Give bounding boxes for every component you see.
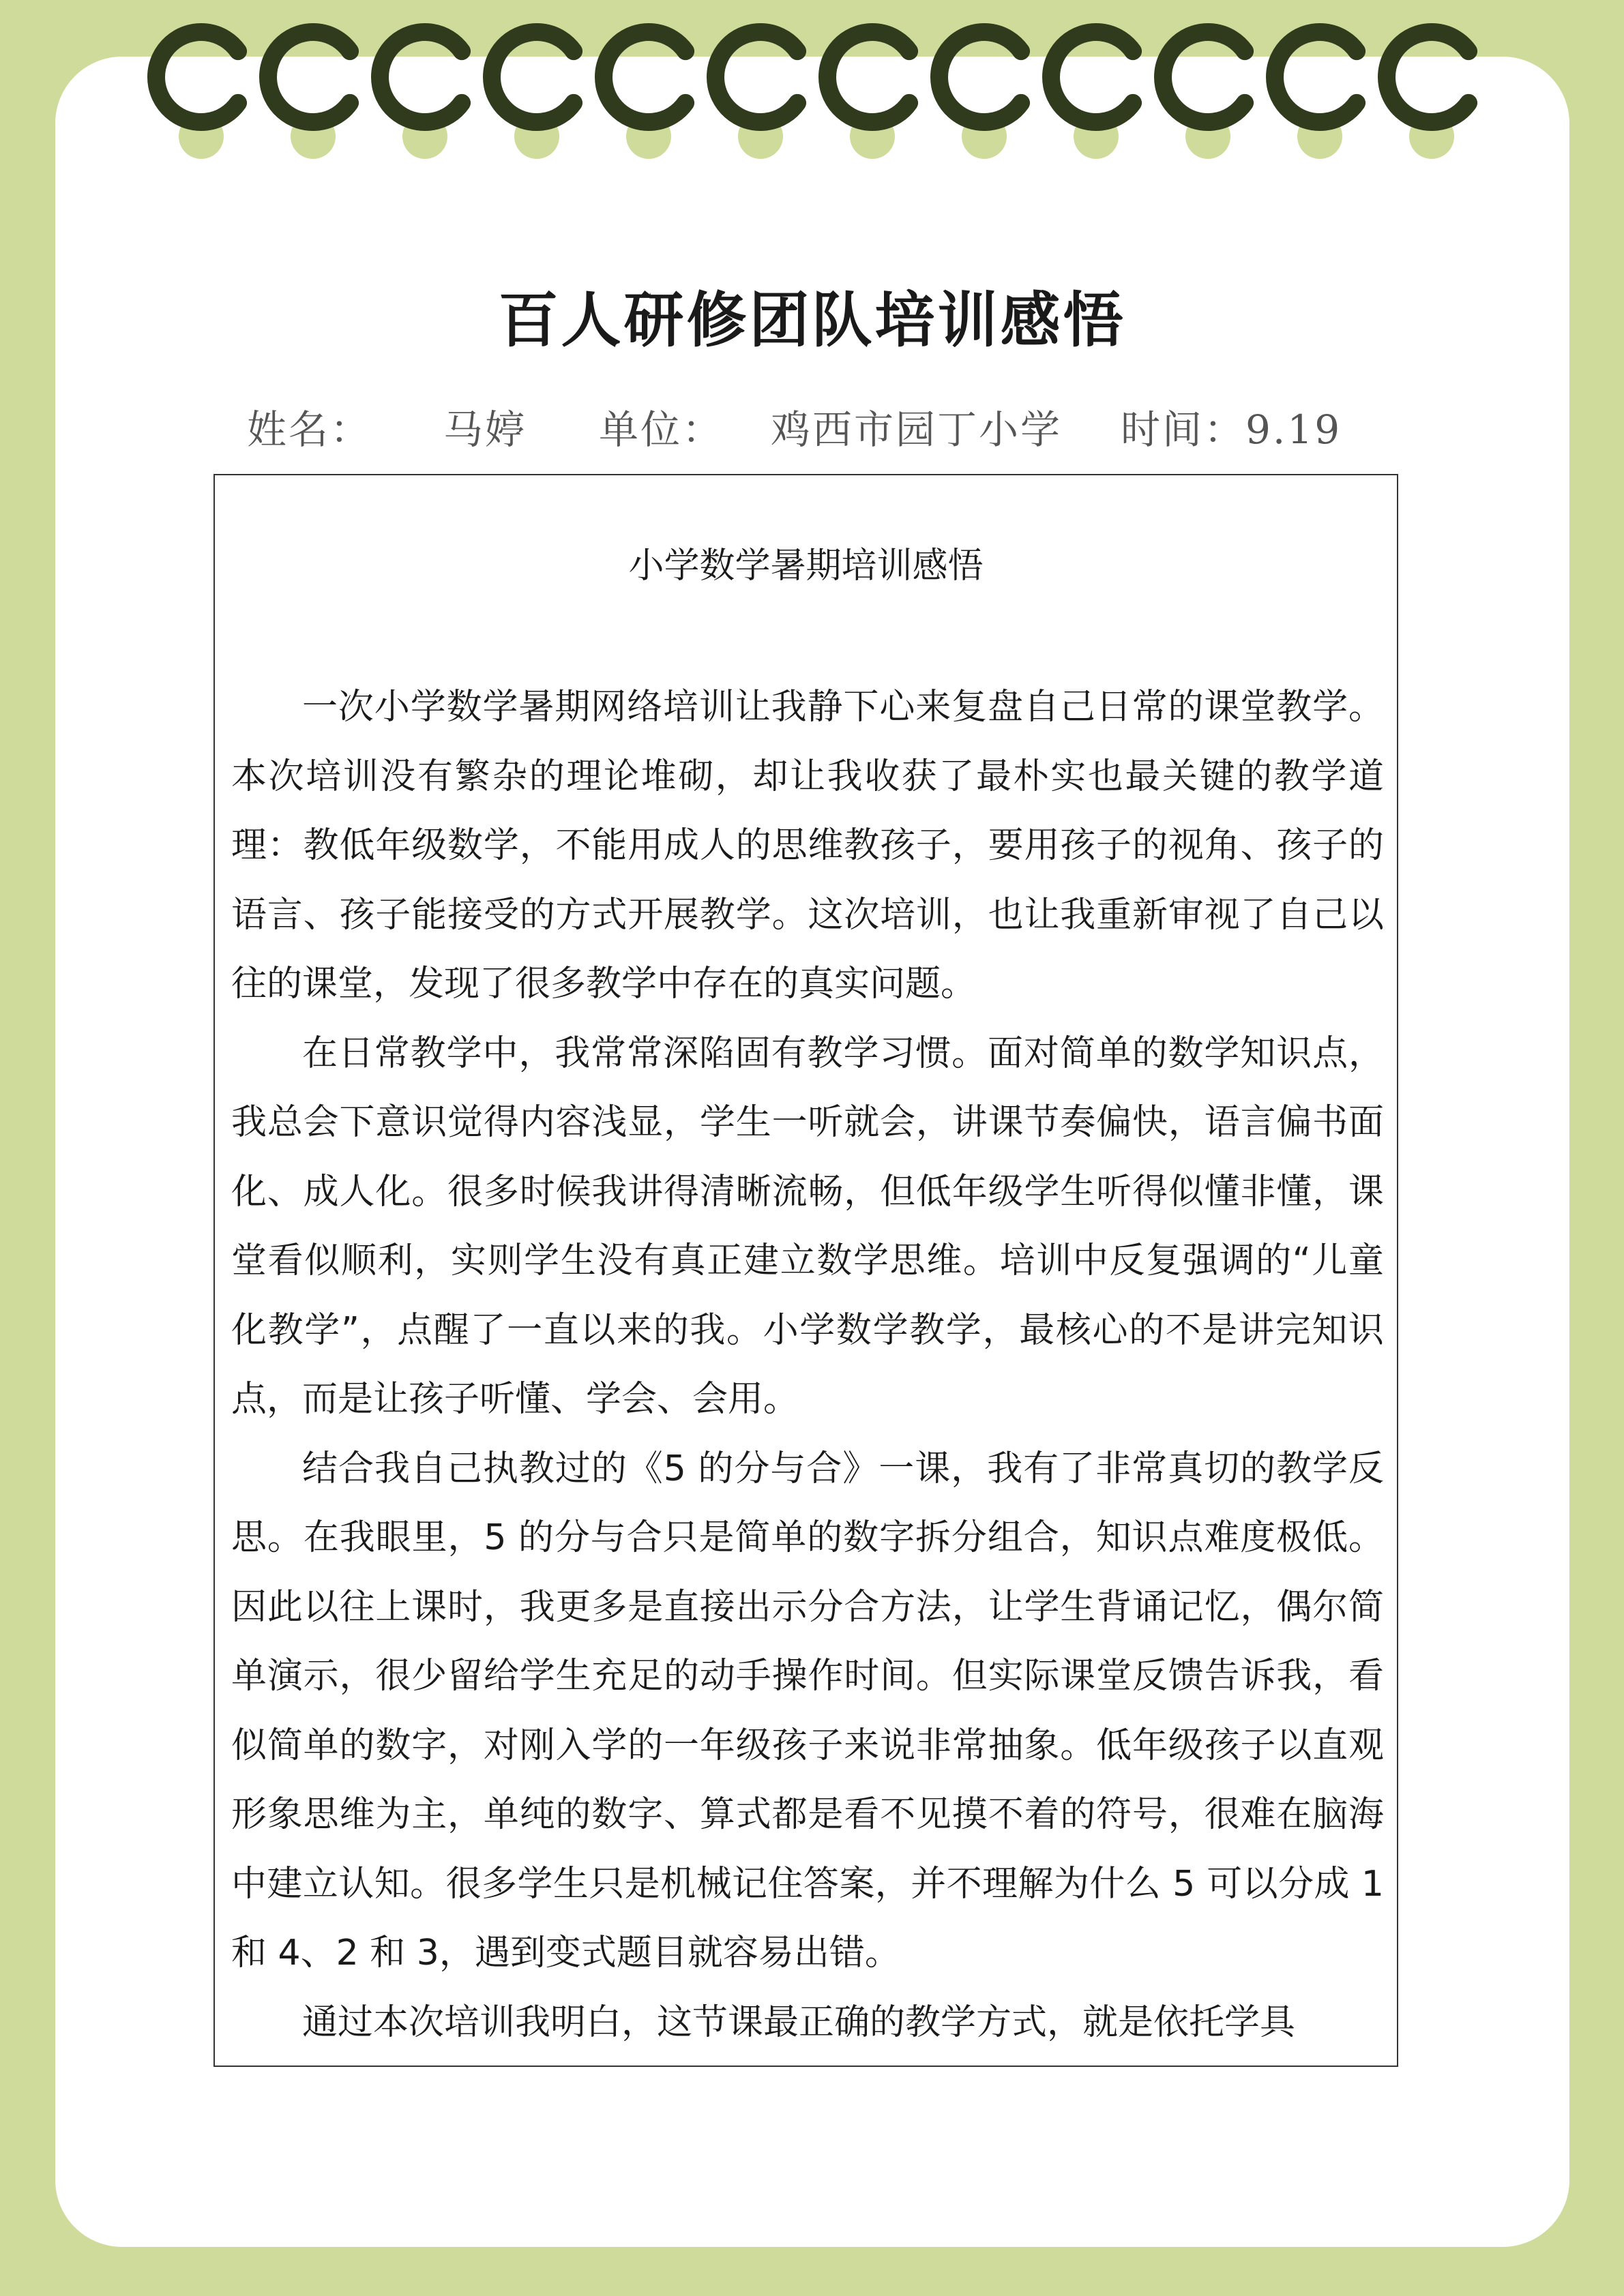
essay-paragraph: 结合我自己执教过的《5 的分与合》一课，我有了非常真切的教学反思。在我眼里，5 的分与合只是简单的数字拆分组合，知识点难度极低。因此以往上课时，我更多是直接出示分合方法，让学生背诵记忆，偶尔简单演示，很少留给学生充足的动手操作时间。但实际课堂反馈告诉我，看似简单的数字，对刚入学的一年级孩子来说非常抽象。低年级孩子以直观形象思维为主，单纯的数字、算式都是看不见摸不着的符号，很难在脑海中建立认知。很多学生只是机械记住答案，并不理解为什么 5 可以分成 1 和 4、2 和 3，遇到变式题目就容易出错。 xyxy=(231,1448,1384,1973)
essay-box xyxy=(213,474,1398,2067)
time-label: 时间：9.19 xyxy=(1121,406,1342,453)
essay-paragraph: 通过本次培训我明白，这节课最正确的教学方式，就是依托学具 xyxy=(302,2001,1296,2043)
spiral-ring-icon xyxy=(827,32,909,122)
essay-paragraph: 一次小学数学暑期网络培训让我静下心来复盘自己日常的课堂教学。本次培训没有繁杂的理论堆砌，却让我收获了最朴实也最关键的教学道理：教低年级数学，不能用成人的思维教孩子，要用孩子的视角、孩子的语言、孩子能接受的方式开展教学。这次培训，也让我重新审视了自己以往的课堂，发现了很多教学中存在的真实问题。 xyxy=(231,687,1384,1004)
page-title: 百人研修团队培训感悟 xyxy=(498,284,1126,355)
name-value: 马婷 xyxy=(443,406,527,453)
spiral-ring-icon xyxy=(604,32,685,122)
unit-value: 鸡西市园丁小学 xyxy=(771,406,1063,453)
spiral-ring-icon xyxy=(1051,32,1133,122)
name-label: 姓名： xyxy=(247,406,372,453)
essay-paragraph: 在日常教学中，我常常深陷固有教学习惯。面对简单的数学知识点，我总会下意识觉得内容浅显，学生一听就会，讲课节奏偏快，语言偏书面化、成人化。很多时候我讲得清晰流畅，但低年级学生听得似懂非懂，课堂看似顺利，实则学生没有真正建立数学思维。培训中反复强调的“儿童化教学”，点醒了一直以来的我。小学数学教学，最核心的不是讲完知识点，而是让孩子听懂、学会、会用。 xyxy=(231,1032,1384,1420)
spiral-ring-icon xyxy=(492,32,574,122)
spiral-ring-icon xyxy=(1275,32,1357,122)
spiral-ring-icon xyxy=(1387,32,1468,122)
spiral-ring-icon xyxy=(156,32,238,122)
spiral-ring-icon xyxy=(380,32,462,122)
spiral-ring-icon xyxy=(268,32,350,122)
spiral-ring-icon xyxy=(1163,32,1245,122)
essay-body xyxy=(231,673,1384,2057)
unit-label: 单位： xyxy=(599,406,724,453)
spiral-ring-icon xyxy=(939,32,1021,122)
spiral-binding xyxy=(0,0,1624,177)
essay-heading: 小学数学暑期培训感悟 xyxy=(628,546,984,586)
spiral-ring-icon xyxy=(715,32,797,122)
